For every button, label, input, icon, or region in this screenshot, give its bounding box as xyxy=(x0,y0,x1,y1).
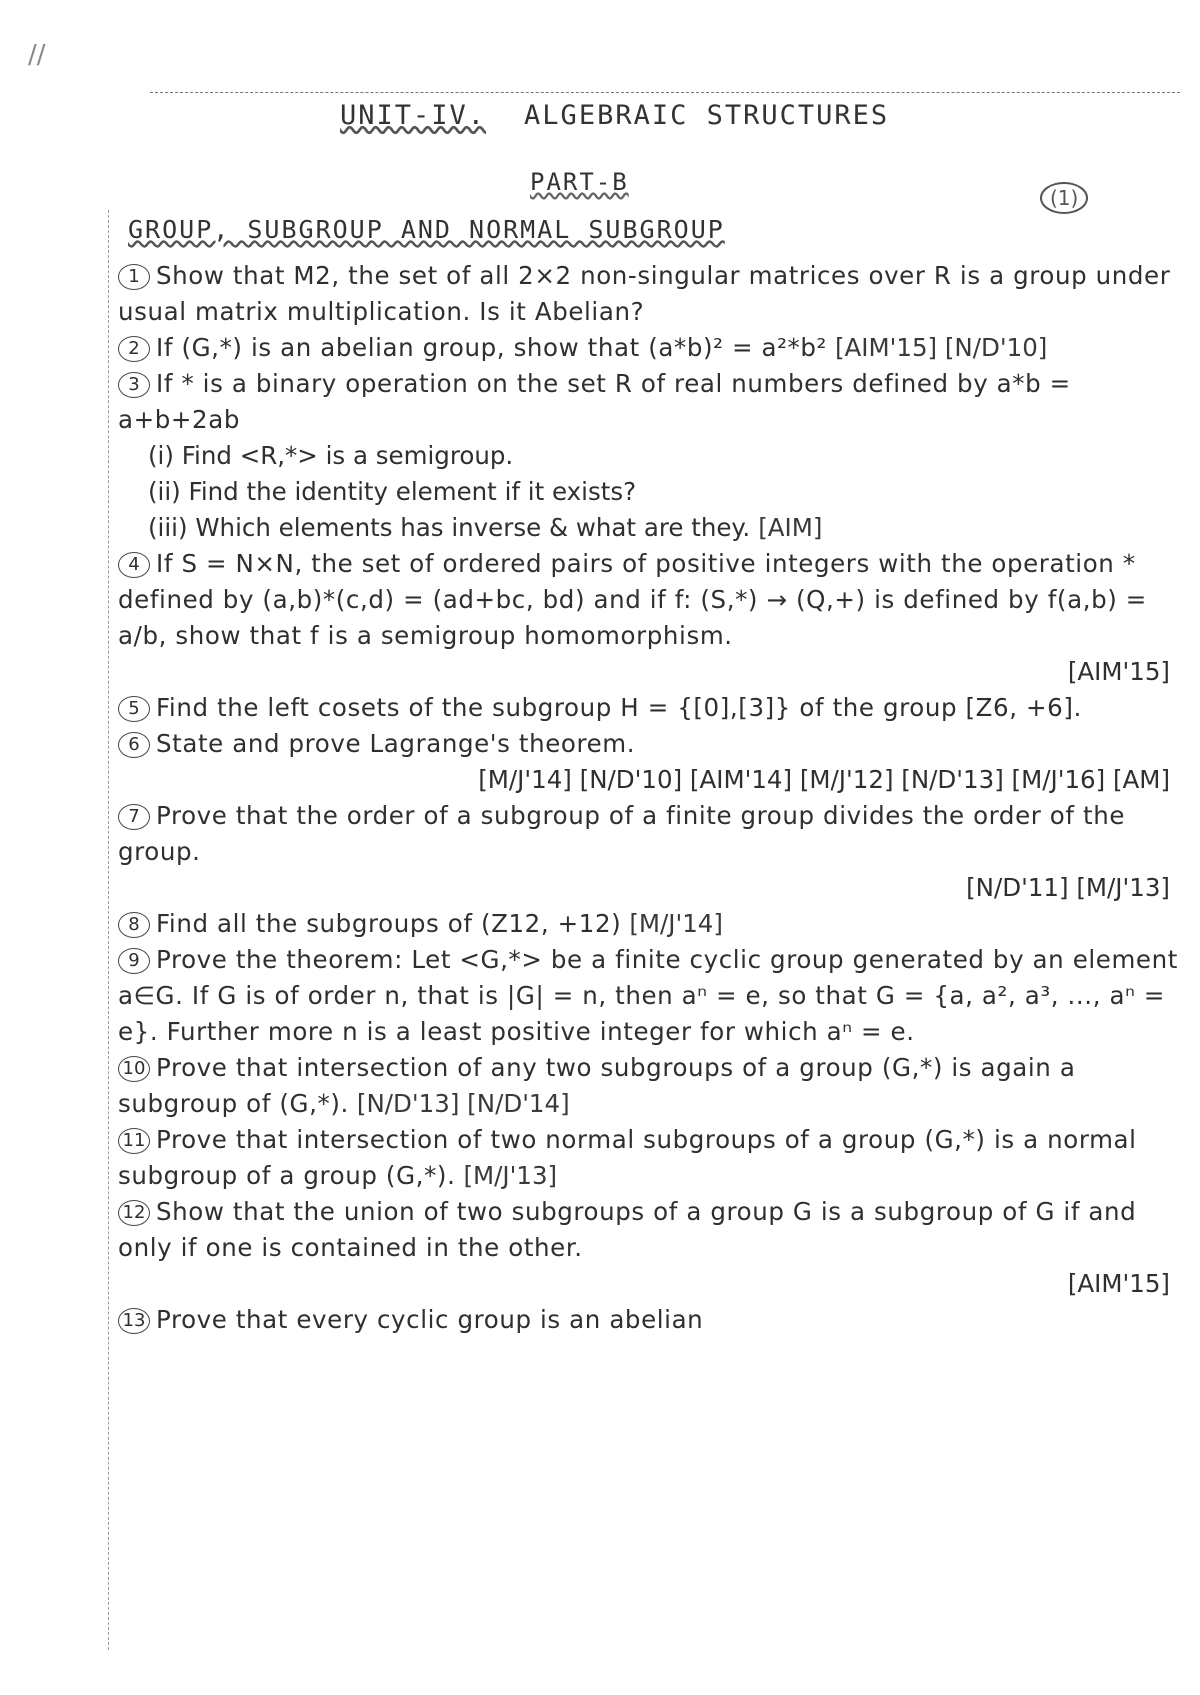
margin-line xyxy=(108,210,109,1650)
question-item xyxy=(118,1302,1178,1338)
question-text: If * is a binary operation on the set R of real numbers defined by a*b = a+b+2ab xyxy=(118,369,1071,434)
question-text: Show that M2, the set of all 2×2 non-singular matrices over R is a group under usual matrix multiplication. Is it Abelian? xyxy=(118,261,1171,326)
exam-refs: [AIM] xyxy=(758,513,823,542)
question-number: 11 xyxy=(118,1128,150,1154)
question-item xyxy=(118,726,1178,798)
question-item xyxy=(118,942,1178,1050)
question-number: 2 xyxy=(118,336,150,362)
question-text: Prove the theorem: Let <G,*> be a finite cyclic group generated by an element a∈G. If G is of order n, that is |G| = n, then aⁿ = e, so that G = {a, a², a³, ..., aⁿ = e}. Further more n is a least positive integer for which aⁿ = e. xyxy=(118,945,1178,1046)
exam-refs: [AIM'15] xyxy=(1067,1269,1170,1298)
exam-refs: [N/D'13] [N/D'14] xyxy=(356,1089,570,1118)
question-number: 6 xyxy=(118,732,150,758)
unit-title: ALGEBRAIC STRUCTURES xyxy=(524,100,890,131)
question-list xyxy=(118,258,1178,1338)
exam-refs: [M/J'14] [N/D'10] [AIM'14] [M/J'12] [N/D'13] [M/J'16] [AM] xyxy=(478,765,1170,794)
question-text: Show that the union of two subgroups of a group G is a subgroup of G if and only if one is contained in the other. xyxy=(118,1197,1137,1262)
question-text: If (G,*) is an abelian group, show that (a*b)² = a²*b² xyxy=(156,333,827,362)
question-number: 10 xyxy=(118,1056,150,1082)
section-title: GROUP, SUBGROUP AND NORMAL SUBGROUP xyxy=(128,215,725,244)
question-text: Prove that intersection of any two subgroups of a group (G,*) is again a subgroup of (G,*). xyxy=(118,1053,1076,1118)
question-subpart: (ii) Find the identity element if it exists? xyxy=(148,477,637,506)
exam-refs: [AIM'15] xyxy=(1067,657,1170,686)
question-subpart: (i) Find <R,*> is a semigroup. xyxy=(148,441,514,470)
question-item xyxy=(118,258,1178,330)
question-item xyxy=(118,546,1178,690)
question-number: 9 xyxy=(118,948,150,974)
question-number: 7 xyxy=(118,804,150,830)
question-item xyxy=(118,798,1178,906)
question-text: Find the left cosets of the subgroup H = {[0],[3]} of the group [Z6, +6]. xyxy=(156,693,1082,722)
top-rule xyxy=(150,92,1180,93)
exam-refs: [N/D'11] [M/J'13] xyxy=(966,873,1170,902)
subpart-text: (iii) Which elements has inverse & what are they. xyxy=(148,513,751,542)
question-text: State and prove Lagrange's theorem. xyxy=(156,729,636,758)
exam-refs: [AIM'15] [N/D'10] xyxy=(834,333,1048,362)
question-item xyxy=(118,1122,1178,1194)
question-text: Find all the subgroups of (Z12, +12) xyxy=(156,909,622,938)
question-item xyxy=(118,330,1178,366)
question-item xyxy=(118,690,1178,726)
question-number: 12 xyxy=(118,1200,150,1226)
question-subpart xyxy=(118,510,1178,546)
question-number: 1 xyxy=(118,264,150,290)
question-text: Prove that every cyclic group is an abelian xyxy=(156,1305,704,1334)
question-number: 13 xyxy=(118,1308,150,1334)
question-number: 4 xyxy=(118,552,150,578)
unit-label: UNIT-IV. xyxy=(340,100,487,131)
question-text: If S = N×N, the set of ordered pairs of positive integers with the operation * defined by (a,b)*(c,d) = (ad+bc, bd) and if f: (S,*) → (Q,+) is defined by f(a,b) = a/b, show that f is a semigroup homomorphism. xyxy=(118,549,1147,650)
question-number: 5 xyxy=(118,696,150,722)
part-label: PART-B xyxy=(530,168,629,196)
exam-refs: [M/J'13] xyxy=(463,1161,558,1190)
page-tag: (1) xyxy=(1040,182,1088,214)
question-item xyxy=(118,366,1178,546)
question-item xyxy=(118,1194,1178,1302)
page-heading xyxy=(340,100,889,131)
question-text: Prove that the order of a subgroup of a finite group divides the order of the group. xyxy=(118,801,1126,866)
exam-refs: [M/J'14] xyxy=(629,909,723,938)
question-number: 3 xyxy=(118,372,150,398)
question-item xyxy=(118,1050,1178,1122)
question-text: Prove that intersection of two normal subgroups of a group (G,*) is a normal subgroup of a group (G,*). xyxy=(118,1125,1137,1190)
question-number: 8 xyxy=(118,912,150,938)
corner-mark: // xyxy=(28,40,46,70)
question-item xyxy=(118,906,1178,942)
